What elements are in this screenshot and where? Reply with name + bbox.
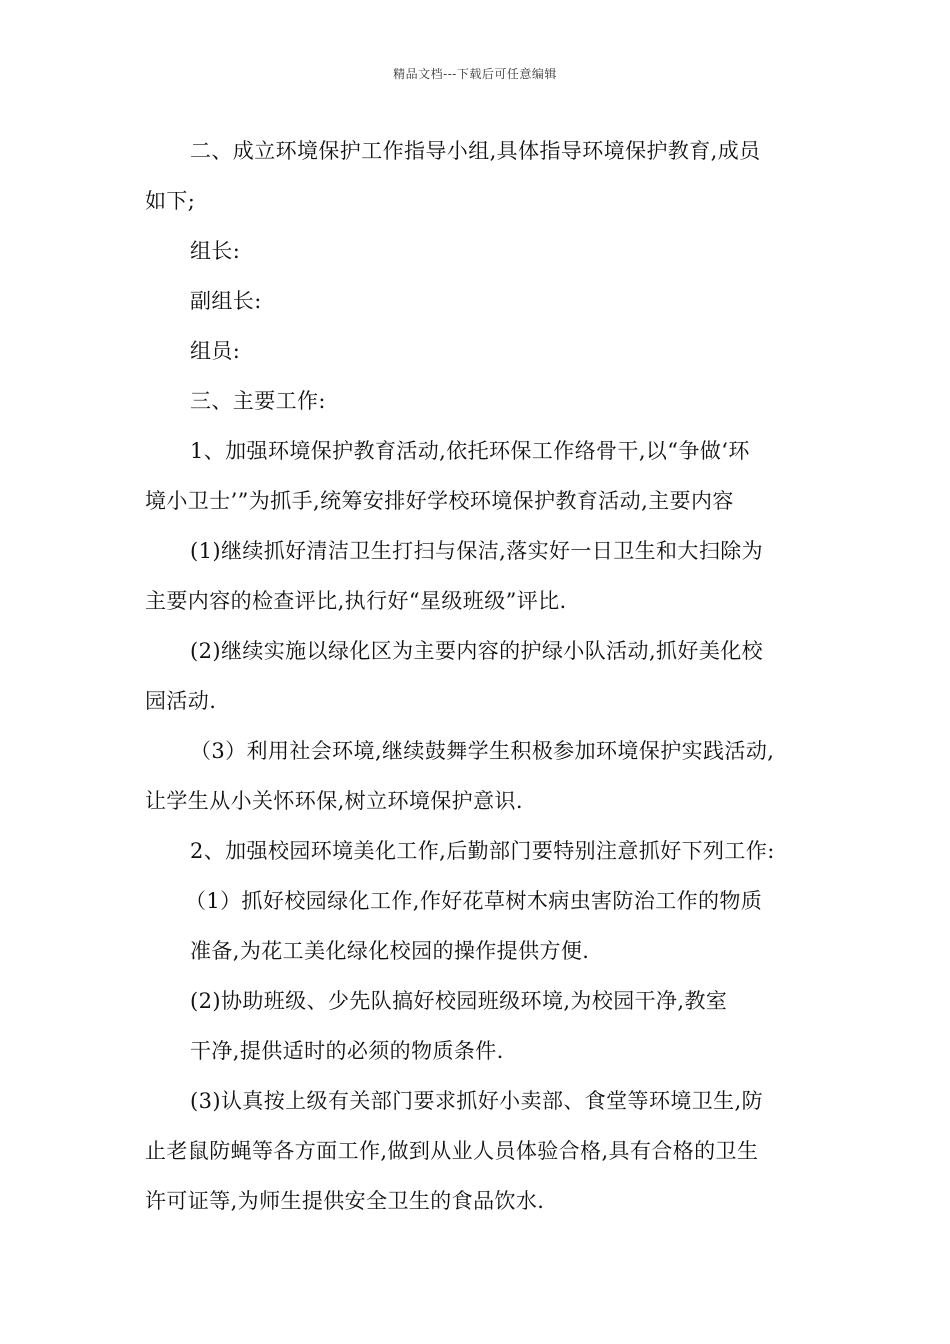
item-2-text: 2、加强校园环境美化工作,后勤部门要特别注意抓好下列工作:: [190, 839, 775, 863]
item-1-sub-2-cont: 园活动.: [145, 689, 217, 713]
item-1-sub-3: （3）利用社会环境,继续鼓舞学生积极参加环境保护实践活动,: [190, 739, 775, 763]
item-1-text-cont: 境小卫士’”为抓手,统筹安排好学校环境保护教育活动,主要内容: [145, 489, 734, 513]
item-1-sub-1: (1)继续抓好清洁卫生打扫与保洁,落实好一日卫生和大扫除为: [190, 539, 764, 563]
member-label: 组员:: [190, 339, 241, 363]
section-two-heading-cont: 如下;: [145, 189, 196, 213]
item-2-sub-3-end: 许可证等,为师生提供安全卫生的食品饮水.: [145, 1189, 545, 1213]
page-header: 精品文档---下载后可任意编辑: [393, 67, 557, 81]
section-three-heading: 三、主要工作:: [190, 389, 326, 413]
item-2-sub-2: (2)协助班级、少先队搞好校园班级环境,为校园干净,教室: [190, 989, 728, 1013]
item-1-sub-1-cont: 主要内容的检查评比,执行好“星级班级”评比.: [145, 589, 567, 613]
item-2-sub-1: （1）抓好校园绿化工作,作好花草树木病虫害防治工作的物质: [185, 889, 763, 913]
leader-label: 组长:: [190, 239, 241, 263]
item-2-sub-1-cont: 准备,为花工美化绿化校园的操作提供方便.: [190, 939, 590, 963]
item-2-sub-2-cont: 干净,提供适时的必须的物质条件.: [190, 1039, 504, 1063]
item-1-sub-3-cont: 让学生从小关怀环保,树立环境保护意识.: [145, 789, 523, 813]
item-1-text: 1、加强环境保护教育活动,依托环保工作络骨干,以“争做‘环: [190, 439, 750, 463]
item-2-sub-3: (3)认真按上级有关部门要求抓好小卖部、食堂等环境卫生,防: [190, 1089, 764, 1113]
item-1-sub-2: (2)继续实施以绿化区为主要内容的护绿小队活动,抓好美化校: [190, 639, 764, 663]
item-2-sub-3-cont: 止老鼠防蝇等各方面工作,做到从业人员体验合格,具有合格的卫生: [145, 1139, 759, 1163]
section-two-heading: 二、成立环境保护工作指导小组,具体指导环境保护教育,成员: [190, 139, 761, 163]
deputy-leader-label: 副组长:: [190, 289, 262, 313]
